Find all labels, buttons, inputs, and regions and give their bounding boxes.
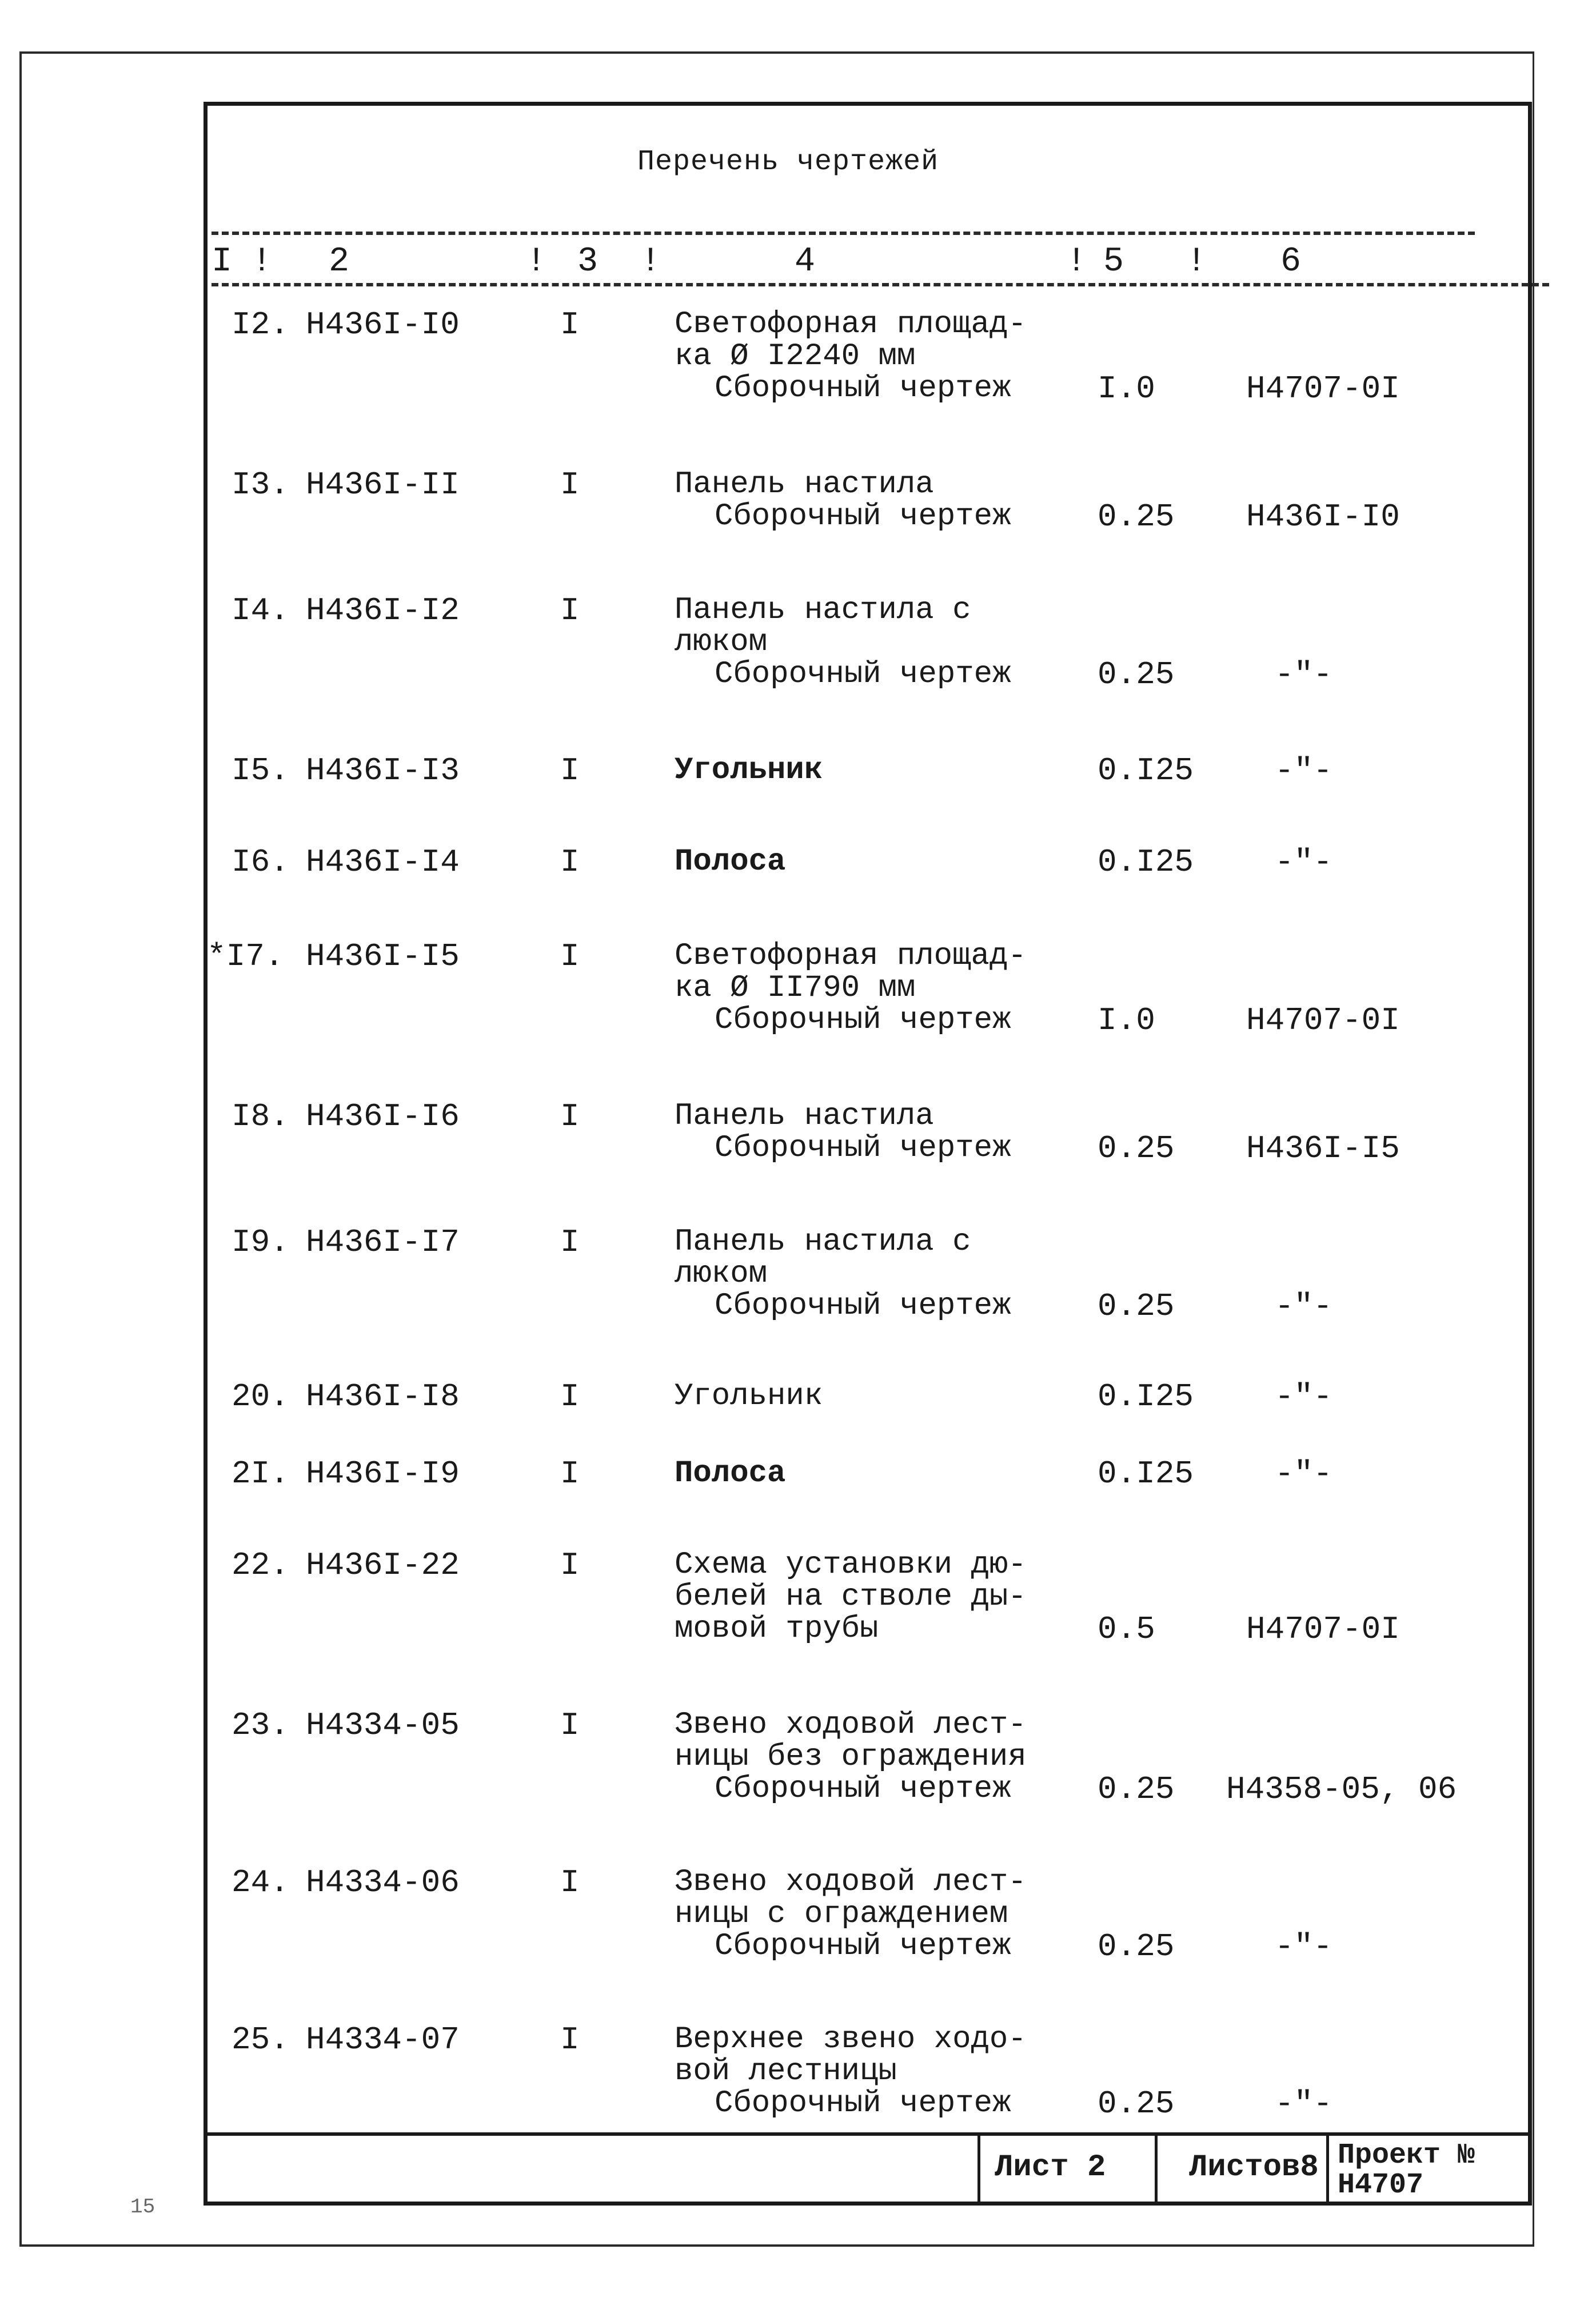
description-subtitle: Сборочный чертеж	[715, 499, 1011, 534]
row-number: 20.	[232, 1378, 289, 1415]
row-quantity: I	[560, 1455, 580, 1492]
drawing-code: Н436I-I7	[306, 1224, 460, 1261]
drawing-description	[675, 940, 1027, 1036]
row-number: I4.	[232, 592, 289, 629]
drawing-code: Н436I-22	[306, 1547, 460, 1584]
column-header-2: 2	[329, 242, 350, 281]
drawing-description	[675, 469, 1011, 533]
reference-drawing: -"-	[1275, 844, 1332, 880]
row-quantity: I	[560, 1224, 580, 1261]
description-subtitle: Сборочный чертеж	[715, 1772, 1011, 1806]
margin-mark: 15	[130, 2195, 155, 2219]
reference-drawing: -"-	[1275, 1288, 1332, 1325]
reference-drawing: Н4358-05, 06	[1226, 1771, 1457, 1808]
description-line: Панель настила с	[675, 1225, 971, 1259]
row-quantity: I	[560, 592, 580, 629]
row-number: I3.	[232, 466, 289, 503]
reference-drawing: Н436I-I0	[1246, 499, 1400, 535]
description-line: Верхнее звено ходо-	[675, 2022, 1027, 2057]
description-line: Светофорная площад-	[675, 307, 1027, 342]
description-line: белей на стволе ды-	[675, 1580, 1027, 1614]
row-quantity: I	[560, 1864, 580, 1901]
column-header-1: I	[212, 242, 233, 281]
row-quantity: I	[560, 306, 580, 343]
drawing-code: Н436I-I6	[306, 1098, 460, 1135]
row-quantity: I	[560, 938, 580, 975]
column-header-5: 5	[1103, 242, 1124, 281]
drawing-code: Н4334-05	[306, 1707, 460, 1744]
row-number: 2I.	[232, 1455, 289, 1492]
description-line: люком	[675, 1257, 768, 1291]
reference-drawing: -"-	[1275, 2085, 1332, 2122]
footer-divider	[1326, 2132, 1329, 2206]
description-subtitle: Сборочный чертеж	[715, 371, 1011, 406]
row-quantity: I	[560, 752, 580, 789]
column-header-4: 4	[795, 242, 816, 281]
reference-drawing: -"-	[1275, 752, 1332, 789]
row-number: 23.	[232, 1707, 289, 1744]
column-header-6: 6	[1280, 242, 1302, 281]
description-line: Панель настила с	[675, 593, 971, 628]
reference-drawing: Н4707-0I	[1246, 370, 1400, 407]
drawing-description	[675, 2024, 1027, 2120]
description-subtitle: Сборочный чертеж	[715, 1003, 1011, 1038]
reference-drawing: -"-	[1275, 1378, 1332, 1415]
drawing-description	[675, 1381, 823, 1413]
description-subtitle: Сборочный чертеж	[715, 1929, 1011, 1964]
description-subtitle: Сборочный чертеж	[715, 2086, 1011, 2121]
row-mass: 0.25	[1098, 2085, 1175, 2122]
description-line: Схема установки дю-	[675, 1548, 1027, 1582]
page-title: Перечень чертежей	[637, 146, 939, 178]
row-mass: 0.25	[1098, 1928, 1175, 1965]
drawing-code: Н4334-06	[306, 1864, 460, 1901]
drawing-description	[675, 755, 823, 787]
row-number: *I7.	[207, 938, 284, 975]
reference-drawing: -"-	[1275, 1455, 1332, 1492]
drawing-description	[675, 1100, 1011, 1165]
description-subtitle: Сборочный чертеж	[715, 657, 1011, 692]
drawing-code: Н436I-I0	[306, 306, 460, 343]
description-line: ницы с ограждением	[675, 1897, 1008, 1932]
row-number: 25.	[232, 2021, 289, 2058]
description-subtitle: Сборочный чертеж	[715, 1289, 1011, 1323]
description-line: Угольник	[675, 753, 823, 788]
drawing-description	[675, 1709, 1027, 1805]
drawing-code: Н436I-I4	[306, 844, 460, 880]
row-mass: I.0	[1098, 1002, 1155, 1039]
reference-drawing: Н4707-0I	[1246, 1002, 1400, 1039]
row-quantity: I	[560, 1707, 580, 1744]
row-number: 22.	[232, 1547, 289, 1584]
description-line: вой лестницы	[675, 2054, 897, 2089]
footer-sheet-count: Листов8	[1189, 2150, 1319, 2185]
description-line: мовой трубы	[675, 1612, 879, 1646]
description-line: Светофорная площад-	[675, 939, 1027, 974]
description-line: ка Ø II790 мм	[675, 971, 916, 1006]
drawing-description	[675, 309, 1027, 405]
drawing-code: Н436I-II	[306, 466, 460, 503]
footer-divider	[1155, 2132, 1158, 2206]
description-line: ницы без ограждения	[675, 1740, 1027, 1774]
drawing-code: Н436I-I9	[306, 1455, 460, 1492]
footer-divider	[977, 2132, 980, 2206]
row-mass: 0.25	[1098, 1288, 1175, 1325]
description-line: Панель настила	[675, 1099, 934, 1134]
column-header-separator: !	[1066, 242, 1087, 281]
footer-project-label: Проект №	[1338, 2139, 1475, 2172]
drawing-code: Н4334-07	[306, 2021, 460, 2058]
drawing-code: Н436I-I8	[306, 1378, 460, 1415]
reference-drawing: -"-	[1275, 656, 1332, 693]
drawing-code: Н436I-I3	[306, 752, 460, 789]
row-mass: 0.I25	[1098, 752, 1194, 789]
reference-drawing: Н436I-I5	[1246, 1130, 1400, 1167]
row-mass: 0.25	[1098, 499, 1175, 535]
row-quantity: I	[560, 1378, 580, 1415]
drawing-description	[675, 1867, 1027, 1963]
description-line: ка Ø I2240 мм	[675, 339, 916, 374]
row-number: I5.	[232, 752, 289, 789]
row-number: 24.	[232, 1864, 289, 1901]
reference-drawing: -"-	[1275, 1928, 1332, 1965]
row-mass: 0.5	[1098, 1611, 1155, 1648]
row-quantity: I	[560, 2021, 580, 2058]
description-line: Полоса	[675, 844, 786, 879]
row-mass: 0.I25	[1098, 1378, 1194, 1415]
row-number: I2.	[232, 306, 289, 343]
description-line: Полоса	[675, 1456, 786, 1491]
header-dashed-line-bottom	[212, 283, 1549, 286]
column-header-separator: !	[252, 242, 273, 281]
row-mass: 0.I25	[1098, 844, 1194, 880]
row-mass: 0.25	[1098, 1771, 1175, 1808]
column-header-separator: !	[1186, 242, 1207, 281]
column-header-separator: !	[526, 242, 547, 281]
row-mass: I.0	[1098, 370, 1155, 407]
row-number: I8.	[232, 1098, 289, 1135]
drawing-code: Н436I-I5	[306, 938, 460, 975]
row-number: I9.	[232, 1224, 289, 1261]
row-mass: 0.I25	[1098, 1455, 1194, 1492]
row-number: I6.	[232, 844, 289, 880]
description-subtitle: Сборочный чертеж	[715, 1131, 1011, 1166]
drawing-description	[675, 1549, 1027, 1645]
drawing-description	[675, 1226, 1011, 1322]
drawing-description	[675, 1458, 785, 1490]
footer-sheet-number: Лист 2	[995, 2150, 1106, 2185]
footer-top-line	[204, 2132, 1532, 2136]
description-line: люком	[675, 625, 768, 660]
row-mass: 0.25	[1098, 656, 1175, 693]
description-line: Звено ходовой лест-	[675, 1708, 1027, 1742]
drawing-code: Н436I-I2	[306, 592, 460, 629]
row-mass: 0.25	[1098, 1130, 1175, 1167]
row-quantity: I	[560, 1547, 580, 1584]
column-header-separator: !	[640, 242, 661, 281]
description-line: Панель настила	[675, 467, 934, 502]
header-dashed-line-top	[212, 232, 1475, 235]
footer-project-number: Н4707	[1338, 2169, 1424, 2202]
reference-drawing: Н4707-0I	[1246, 1611, 1400, 1648]
description-line: Угольник	[675, 1379, 823, 1414]
description-line: Звено ходовой лест-	[675, 1865, 1027, 1900]
row-quantity: I	[560, 844, 580, 880]
column-header-3: 3	[577, 242, 598, 281]
row-quantity: I	[560, 1098, 580, 1135]
drawing-description	[675, 595, 1011, 691]
drawing-description	[675, 846, 785, 878]
row-quantity: I	[560, 466, 580, 503]
